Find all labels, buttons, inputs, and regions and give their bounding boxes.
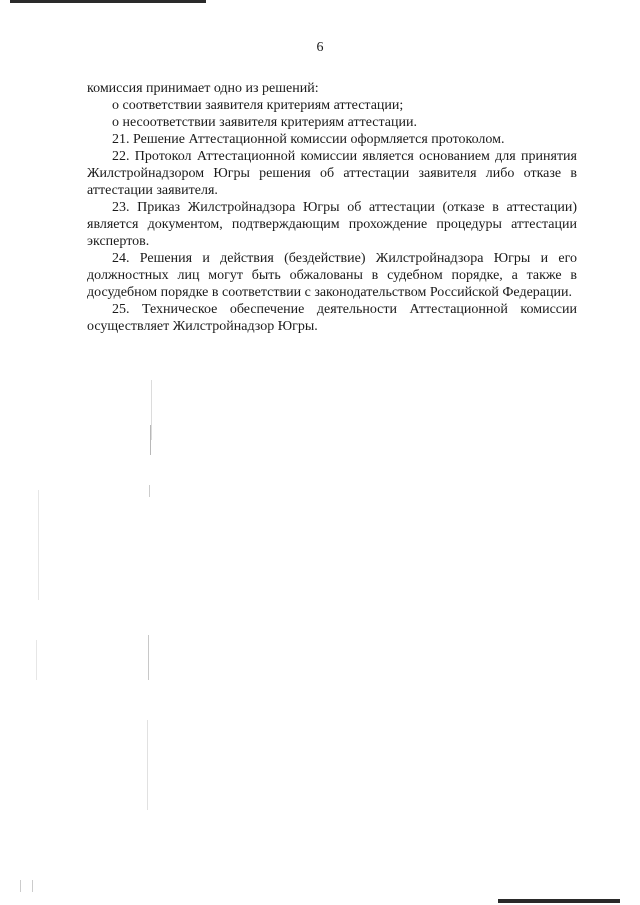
scan-edge-bottom (498, 899, 620, 903)
paragraph-23: 23. Приказ Жилстройнадзора Югры об аттестации (отказе в аттестации) является документом, подтверждающим прохождение процедуры аттестации экспертов. (87, 200, 577, 249)
scan-artifact (36, 640, 37, 680)
paragraph-continuation: комиссия принимает одно из решений: (87, 81, 319, 96)
paragraph-24: 24. Решения и действия (бездействие) Жилстройнадзора Югры и его должностных лиц могут быть обжалованы в судебном порядке, а также в досудебном порядке в соответствии с законодательством Российской Федерации. (87, 251, 577, 300)
scan-artifact (38, 490, 39, 600)
scan-artifact (151, 380, 152, 440)
scan-artifact (147, 720, 148, 810)
scan-artifact (32, 880, 33, 892)
paragraph-option-1: о соответствии заявителя критериям аттестации; (112, 98, 404, 113)
scan-edge-top (10, 0, 206, 3)
paragraph-option-2: о несоответствии заявителя критериям аттестации. (112, 115, 417, 130)
page-number: 6 (316, 40, 324, 55)
scan-artifact (20, 880, 21, 892)
scan-artifact (148, 635, 149, 680)
paragraph-22: 22. Протокол Аттестационной комиссии является основанием для принятия Жилстройнадзором Югры решения об аттестации заявителя либо отказе в аттестации заявителя. (87, 149, 577, 198)
paragraph-25: 25. Техническое обеспечение деятельности Аттестационной комиссии осуществляет Жилстройнадзор Югры. (87, 302, 577, 334)
scan-artifact (149, 485, 150, 497)
document-body (87, 80, 577, 335)
scan-artifact (150, 425, 151, 455)
paragraph-21: 21. Решение Аттестационной комиссии оформляется протоколом. (112, 132, 505, 147)
